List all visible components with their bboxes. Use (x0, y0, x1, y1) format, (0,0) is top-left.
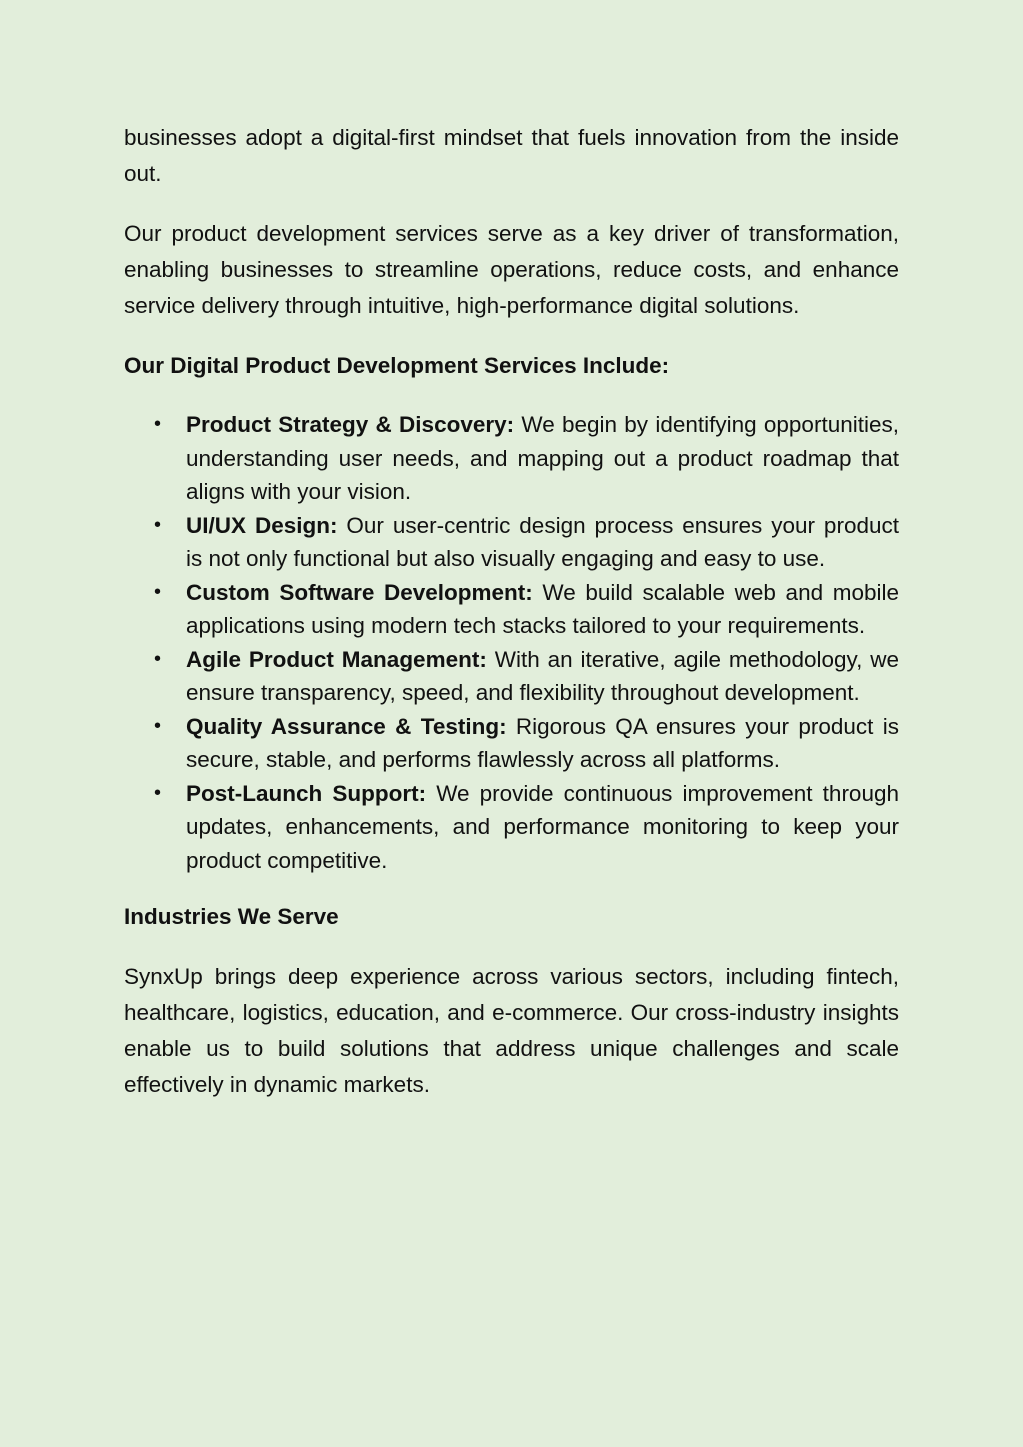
intro-paragraph: businesses adopt a digital-first mindset that fuels innovation from the inside out. (124, 125, 899, 186)
service-term: Product Strategy & Discovery: (186, 412, 515, 437)
list-item (124, 408, 899, 509)
service-description: Our user-centric design process ensures your product is not only functional but also visually engaging and easy to use. (186, 512, 899, 571)
service-description: With an iterative, agile methodology, we ensure transparency, speed, and flexibility throughout development. (186, 646, 899, 705)
list-item (124, 509, 899, 576)
service-term: Custom Software Development: (186, 579, 533, 605)
bullet-icon: • (154, 714, 162, 737)
document-page (124, 120, 899, 1103)
service-description: We begin by identifying opportunities, understanding user needs, and mapping out a product roadmap that aligns with your vision. (186, 412, 899, 504)
bullet-icon: • (154, 580, 162, 603)
bullet-icon: • (154, 647, 162, 670)
service-term: Agile Product Management: (186, 646, 487, 672)
services-list (124, 408, 899, 877)
list-item (124, 777, 899, 878)
list-item (124, 576, 899, 643)
service-description: Rigorous QA ensures your product is secure, stable, and performs flawlessly across all platforms. (186, 713, 899, 772)
bullet-icon: • (154, 513, 162, 536)
service-term: Quality Assurance & Testing: (186, 713, 507, 739)
bullet-icon: • (154, 413, 162, 435)
service-description: We build scalable web and mobile applications using modern tech stacks tailored to your requirements. (186, 579, 899, 638)
list-item (124, 643, 899, 710)
services-heading: Our Digital Product Development Services Include: (124, 353, 670, 378)
bullet-icon: • (154, 781, 162, 804)
industries-paragraph: SynxUp brings deep experience across various sectors, including fintech, healthcare, logistics, education, and e-commerce. Our cross-industry insights enable us to build solutions that address unique challenges and scale effectively in dynamic markets. (124, 964, 899, 1097)
service-term: UI/UX Design: (186, 512, 338, 538)
transformation-paragraph: Our product development services serve as a key driver of transformation, enabling businesses to streamline operations, reduce costs, and enhance service delivery through intuitive, high-performance digital solutions. (124, 221, 899, 318)
service-description: We provide continuous improvement through updates, enhancements, and performance monitoring to keep your product competitive. (186, 780, 899, 873)
industries-heading: Industries We Serve (124, 904, 339, 929)
list-item (124, 710, 899, 777)
service-term: Post-Launch Support: (186, 780, 427, 806)
